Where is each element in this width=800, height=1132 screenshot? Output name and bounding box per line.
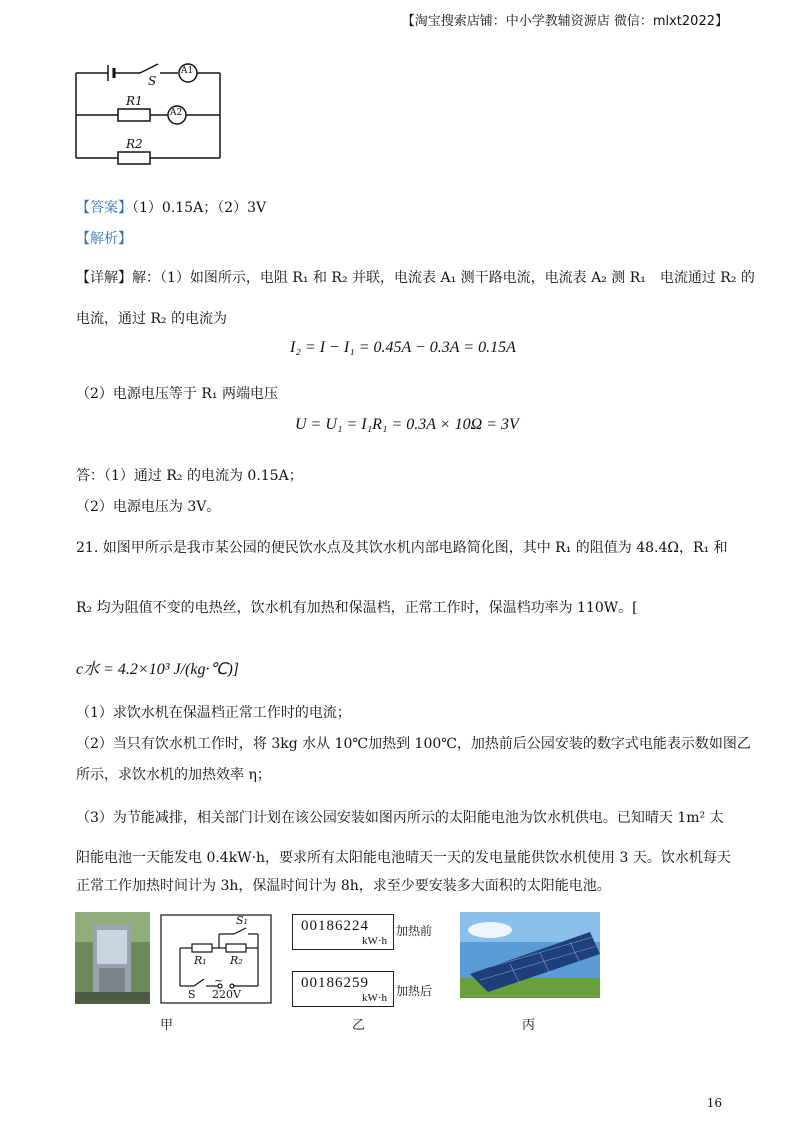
r1-label: R₁ [194,954,207,967]
s-label: S [188,988,196,1001]
water-dispenser-photo [75,912,150,1004]
switch-label: S [148,74,157,88]
meter-after [292,971,394,1007]
voltage-label: 220V [212,988,241,1001]
analysis-tag: 【解析】 [76,231,132,247]
meter-after-digits: 00186259 [301,975,369,991]
q21-line-2: R₂ 均为阻值不变的电热丝，饮水机有加热和保温档，正常工作时，保温档功率为 110W。[ [76,600,638,616]
q21-line-1: 21. 如图甲所示是我市某公园的便民饮水点及其饮水机内部电路简化图，其中 R₁ 的阻值为 48.4Ω，R₁ 和 [76,540,728,556]
answer-tag: 【答案】 [76,200,132,216]
page-number: 16 [706,1096,722,1110]
page-header: 【淘宝搜索店铺：中小学教辅资源店 微信：mlxt2022】 [401,14,728,29]
equation-voltage: U = U₁ = I₁R₁ = 0.3A × 10Ω = 3V [295,416,519,433]
detail-line-1: 【详解】解：（1）如图所示，电阻 R₁ 和 R₂ 并联，电流表 A₁ 测干路电流，电流表 A₂ 测 R₁ 电流通过 R₂ 的 [76,270,755,286]
figure-bing-caption: 丙 [522,1018,536,1033]
figure-jia-caption: 甲 [160,1018,174,1033]
resistor1-label: R1 [126,94,143,108]
answer-line [76,198,266,218]
specific-heat-formula: c水 = 4.2×10³ J/(kg·℃)] [76,661,239,678]
q21-part-3c: 正常工作加热时间计为 3h，保温时间计为 8h，求至少要安装多大面积的太阳能电池。 [76,878,611,894]
solar-panel-photo [460,912,600,998]
ac-symbol: ~ [214,974,224,987]
equation-current: I₂ = I − I₁ = 0.45A − 0.3A = 0.15A [290,339,516,356]
meter-before-unit: kW·h [361,935,387,947]
meter-before-label: 加热前 [396,924,433,938]
meter-before-digits: 00186224 [301,918,369,934]
detail-line-3: （2）电源电压等于 R₁ 两端电压 [76,386,278,402]
meter-after-label: 加热后 [396,984,433,998]
s1-label: S₁ [236,914,248,927]
meter-after-unit: kW·h [361,992,387,1004]
resistor2-label: R2 [126,137,143,151]
figure-yi-caption: 乙 [352,1018,366,1033]
q21-part-1: （1）求饮水机在保温档正常工作时的电流； [76,705,351,721]
ammeter2-label: A2 [170,108,183,118]
q21-part-2a: （2）当只有饮水机工作时，将 3kg 水从 10℃加热到 100℃，加热前后公园安装的数字式电能表示数如图乙 [76,736,751,752]
parallel-circuit-diagram [70,58,230,168]
q21-part-3b: 阳能电池一天能发电 0.4kW·h，要求所有太阳能电池晴天一天的发电量能供饮水机使用 3 天。饮水机每天 [76,850,731,866]
dispenser-circuit-diagram [160,914,272,1004]
q21-part-3a: （3）为节能减排，相关部门计划在该公园安装如图丙所示的太阳能电池为饮水机供电。已知晴天 1m² 太 [76,810,724,826]
ammeter1-label: A1 [181,66,194,76]
meter-before [292,914,394,950]
conclusion-2: （2）电源电压为 3V。 [76,499,221,515]
conclusion-1: 答：（1）通过 R₂ 的电流为 0.15A； [76,468,303,484]
q21-part-2b: 所示，求饮水机的加热效率 η； [76,767,271,783]
r2-label: R₂ [230,954,243,967]
answer-text: （1）0.15A；（2）3V [132,200,267,216]
detail-line-2: 电流，通过 R₂ 的电流为 [76,311,228,327]
